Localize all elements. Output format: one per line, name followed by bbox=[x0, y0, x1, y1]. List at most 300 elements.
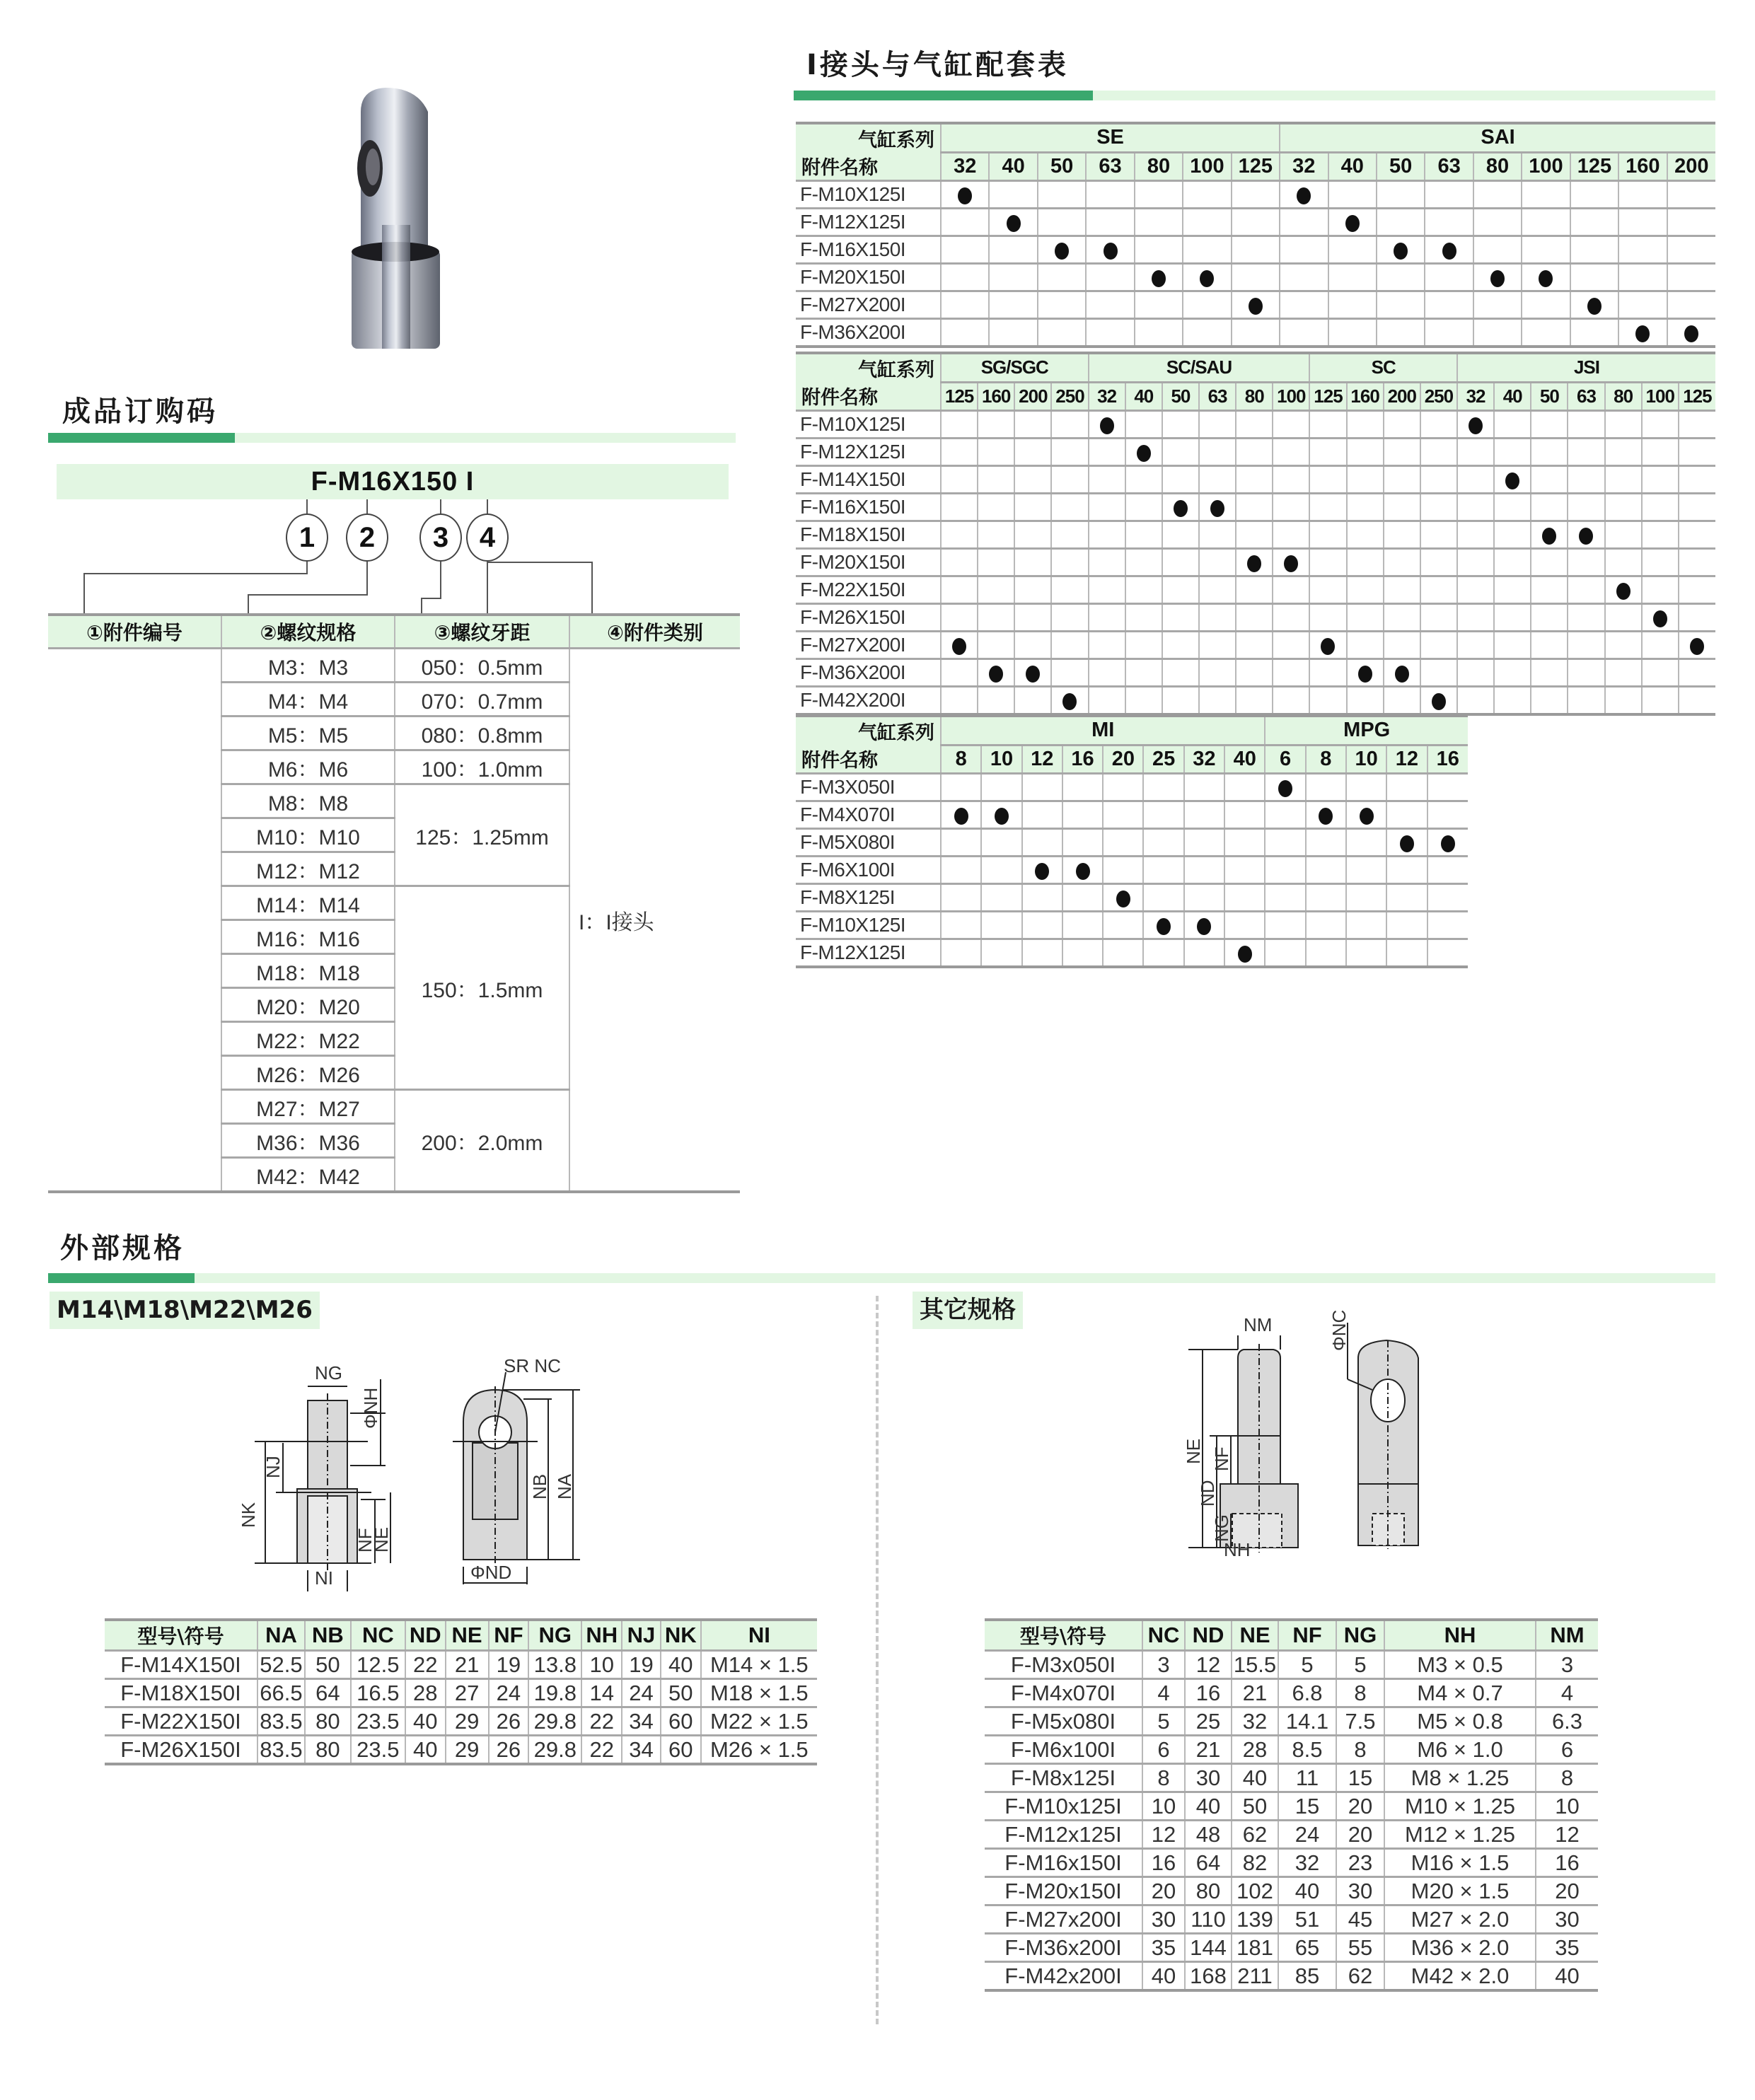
compat-cell bbox=[1232, 264, 1280, 291]
compat-cell bbox=[1143, 774, 1183, 801]
compat-cell bbox=[1667, 264, 1715, 291]
corner-header bbox=[796, 353, 941, 411]
marker-4: 4 bbox=[466, 514, 509, 562]
compat-cell bbox=[1568, 659, 1604, 687]
compat-cell bbox=[1265, 801, 1305, 829]
compatible-dot-icon bbox=[1321, 638, 1335, 655]
compat-cell bbox=[1309, 687, 1346, 715]
compat-cell bbox=[1273, 549, 1309, 576]
compat-cell bbox=[1062, 857, 1103, 884]
spec-value: 24 bbox=[622, 1679, 661, 1707]
compatible-dot-icon bbox=[1137, 445, 1151, 462]
compat-cell bbox=[1038, 319, 1086, 347]
compat-cell bbox=[981, 912, 1021, 939]
compat-cell bbox=[1236, 604, 1273, 632]
thread-pitch: 050：0.5mm bbox=[395, 649, 569, 683]
spec-value: 8 bbox=[1142, 1764, 1185, 1792]
bore-size-header: 16 bbox=[1427, 745, 1468, 774]
compat-cell bbox=[1199, 521, 1236, 549]
attachment-name: F-M12X125I bbox=[796, 439, 941, 466]
spec-value: 29 bbox=[446, 1736, 489, 1765]
compat-cell bbox=[1273, 687, 1309, 715]
spec-header: NJ bbox=[622, 1620, 661, 1651]
spec-value: M36 × 2.0 bbox=[1384, 1934, 1536, 1962]
compat-cell bbox=[1103, 801, 1143, 829]
compat-cell bbox=[1038, 291, 1086, 319]
thread-spec: M27：M27 bbox=[221, 1090, 395, 1124]
spec-value: 23 bbox=[1336, 1849, 1384, 1877]
compat-cell bbox=[1494, 411, 1531, 439]
compat-cell bbox=[941, 181, 989, 209]
label-srnc: SR NC bbox=[504, 1358, 561, 1376]
compat-cell bbox=[1309, 466, 1346, 494]
spec-value: 40 bbox=[661, 1651, 701, 1679]
compat-cell bbox=[1347, 521, 1384, 549]
compat-cell bbox=[1605, 494, 1642, 521]
compatible-dot-icon bbox=[1319, 808, 1333, 825]
compat-cell bbox=[1347, 466, 1384, 494]
compat-cell bbox=[978, 521, 1014, 549]
compat-cell bbox=[1306, 939, 1346, 968]
compat-cell bbox=[1199, 604, 1236, 632]
compat-cell bbox=[1022, 774, 1062, 801]
compat-cell bbox=[1531, 632, 1568, 659]
spec-value: 13.8 bbox=[528, 1651, 581, 1679]
model-cell: F-M14X150I bbox=[105, 1651, 257, 1679]
table-row bbox=[985, 1679, 1598, 1707]
compat-cell bbox=[1531, 604, 1568, 632]
spec-value: M18 × 1.5 bbox=[701, 1679, 817, 1707]
spec-header: NC bbox=[351, 1620, 405, 1651]
spec-value: 15.5 bbox=[1232, 1651, 1278, 1679]
attachment-category: I：I接头 bbox=[569, 649, 740, 1193]
bore-size-header: 32 bbox=[1184, 745, 1224, 774]
compat-cell bbox=[1384, 439, 1420, 466]
compat-cell bbox=[1184, 829, 1224, 857]
compat-cell bbox=[1605, 659, 1642, 687]
compat-cell bbox=[1125, 687, 1162, 715]
compat-cell bbox=[1618, 291, 1667, 319]
compat-cell bbox=[941, 801, 981, 829]
compat-cell bbox=[941, 857, 981, 884]
compat-cell bbox=[1183, 264, 1231, 291]
label-ng: NG bbox=[315, 1362, 342, 1383]
bore-size-header: 8 bbox=[1306, 745, 1346, 774]
bore-size-header: 100 bbox=[1522, 152, 1570, 181]
series-group-header: MI bbox=[941, 716, 1265, 745]
attachment-name: F-M10X125I bbox=[796, 912, 941, 939]
compat-cell bbox=[1642, 576, 1679, 604]
spec-value: 12 bbox=[1185, 1651, 1232, 1679]
corner-header bbox=[796, 716, 941, 774]
compatible-dot-icon bbox=[1432, 693, 1446, 710]
compat-cell bbox=[1473, 181, 1522, 209]
compat-cell bbox=[1038, 264, 1086, 291]
compat-cell bbox=[1125, 466, 1162, 494]
spec-value: 27 bbox=[446, 1679, 489, 1707]
compat-cell bbox=[989, 236, 1037, 264]
spec-value: 6.3 bbox=[1536, 1707, 1598, 1736]
compat-cell bbox=[1494, 632, 1531, 659]
order-header-3: ③螺纹牙距 bbox=[395, 615, 569, 649]
bore-size-header: 125 bbox=[1309, 382, 1346, 411]
model-cell: F-M42x200I bbox=[985, 1962, 1142, 1991]
compat-cell bbox=[1420, 521, 1457, 549]
model-cell: F-M5x080I bbox=[985, 1707, 1142, 1736]
bore-size-header: 63 bbox=[1568, 382, 1604, 411]
compat-cell bbox=[941, 912, 981, 939]
spec-value: 64 bbox=[1185, 1849, 1232, 1877]
compat-cell bbox=[989, 291, 1037, 319]
compat-cell bbox=[1089, 466, 1125, 494]
compat-cell bbox=[1199, 466, 1236, 494]
compat-cell bbox=[1089, 687, 1125, 715]
compat-cell bbox=[1089, 439, 1125, 466]
spec-value: 30 bbox=[1142, 1905, 1185, 1934]
spec-header: NG bbox=[528, 1620, 581, 1651]
thread-spec: M22：M22 bbox=[221, 1022, 395, 1056]
attachment-name: F-M6X100I bbox=[796, 857, 941, 884]
compat-cell bbox=[1199, 494, 1236, 521]
attachment-name: F-M20X150I bbox=[796, 264, 941, 291]
compat-cell bbox=[1494, 659, 1531, 687]
compat-cell bbox=[1089, 494, 1125, 521]
compat-cell bbox=[978, 549, 1014, 576]
m14-m26-drawing bbox=[226, 1358, 637, 1591]
compat-cell bbox=[1086, 181, 1134, 209]
compat-cell bbox=[1427, 857, 1468, 884]
compat-cell bbox=[1420, 439, 1457, 466]
compat-cell bbox=[1570, 236, 1618, 264]
bore-size-header: 6 bbox=[1265, 745, 1305, 774]
compat-cell bbox=[1309, 576, 1346, 604]
compat-cell bbox=[1051, 521, 1088, 549]
thread-pitch: 100：1.0mm bbox=[395, 750, 569, 784]
compat-cell bbox=[1306, 774, 1346, 801]
compat-cell bbox=[978, 411, 1014, 439]
compat-cell bbox=[1199, 659, 1236, 687]
series-label: 气缸系列 bbox=[858, 129, 934, 151]
compat-cell bbox=[1143, 857, 1183, 884]
spec-header: NC bbox=[1142, 1620, 1185, 1651]
series-group-header: MPG bbox=[1265, 716, 1468, 745]
compat-cell bbox=[1386, 829, 1427, 857]
compat-cell bbox=[1425, 291, 1473, 319]
compat-cell bbox=[1667, 209, 1715, 236]
series-group-header: SC bbox=[1309, 353, 1457, 382]
spec-value: 22 bbox=[581, 1736, 622, 1765]
compat-cell bbox=[1062, 774, 1103, 801]
spec-value: 14.1 bbox=[1278, 1707, 1336, 1736]
table-row bbox=[796, 549, 1715, 576]
attachment-name: F-M26X150I bbox=[796, 604, 941, 632]
bore-size-header: 80 bbox=[1605, 382, 1642, 411]
compat-table-sg-sc-jsi bbox=[796, 352, 1715, 716]
compat-cell bbox=[1386, 857, 1427, 884]
label-nj: NJ bbox=[262, 1456, 284, 1478]
compat-cell bbox=[1273, 466, 1309, 494]
compat-cell bbox=[1667, 291, 1715, 319]
spec-value: 83.5 bbox=[257, 1736, 305, 1765]
spec-header: NE bbox=[1232, 1620, 1278, 1651]
compat-cell bbox=[1642, 494, 1679, 521]
table-row bbox=[796, 494, 1715, 521]
spec-value: 60 bbox=[661, 1707, 701, 1736]
compat-cell bbox=[1377, 236, 1425, 264]
model-cell: F-M27x200I bbox=[985, 1905, 1142, 1934]
compat-cell bbox=[1022, 912, 1062, 939]
compat-cell bbox=[1679, 576, 1715, 604]
compat-cell bbox=[1420, 576, 1457, 604]
table-row bbox=[796, 466, 1715, 494]
spec-value: M16 × 1.5 bbox=[1384, 1849, 1536, 1877]
compat-cell bbox=[1103, 829, 1143, 857]
compatible-dot-icon bbox=[1360, 808, 1374, 825]
spec-value: 40 bbox=[405, 1707, 446, 1736]
compatible-dot-icon bbox=[1539, 270, 1553, 287]
compat-cell bbox=[1038, 236, 1086, 264]
spec-value: 16.5 bbox=[351, 1679, 405, 1707]
compat-cell bbox=[1384, 659, 1420, 687]
compat-cell bbox=[1236, 521, 1273, 549]
other-spec-drawing bbox=[1132, 1301, 1450, 1556]
table-row bbox=[105, 1651, 817, 1679]
table-row bbox=[796, 576, 1715, 604]
table-row bbox=[985, 1651, 1598, 1679]
model-cell: F-M10x125I bbox=[985, 1792, 1142, 1821]
spec-value: M4 × 0.7 bbox=[1384, 1679, 1536, 1707]
compat-cell bbox=[1306, 884, 1346, 912]
compat-cell bbox=[1062, 884, 1103, 912]
compat-cell bbox=[1473, 209, 1522, 236]
bore-size-header: 50 bbox=[1377, 152, 1425, 181]
attachment-label: 附件名称 bbox=[801, 387, 878, 409]
spec-value: 55 bbox=[1336, 1934, 1384, 1962]
compat-cell bbox=[1425, 319, 1473, 347]
spec-value: 60 bbox=[661, 1736, 701, 1765]
compat-cell bbox=[1346, 857, 1386, 884]
order-code-banner bbox=[57, 464, 729, 499]
table-row bbox=[985, 1934, 1598, 1962]
compat-cell bbox=[1642, 604, 1679, 632]
compat-cell bbox=[1427, 774, 1468, 801]
compat-cell bbox=[1605, 466, 1642, 494]
spec-value: 20 bbox=[1536, 1877, 1598, 1905]
thread-pitch: 200：2.0mm bbox=[395, 1090, 569, 1193]
spec-value: 10 bbox=[1536, 1792, 1598, 1821]
compat-cell bbox=[1224, 912, 1265, 939]
table-row bbox=[796, 801, 1468, 829]
compat-cell bbox=[1605, 439, 1642, 466]
compat-cell bbox=[1427, 829, 1468, 857]
spec-value: 40 bbox=[405, 1736, 446, 1765]
spec-value: 24 bbox=[489, 1679, 529, 1707]
bore-size-header: 50 bbox=[1162, 382, 1199, 411]
compat-cell bbox=[941, 576, 978, 604]
compat-cell bbox=[1568, 604, 1604, 632]
spec-value: 80 bbox=[1185, 1877, 1232, 1905]
attachment-name: F-M20X150I bbox=[796, 549, 941, 576]
spec-value: 20 bbox=[1142, 1877, 1185, 1905]
compat-cell bbox=[1125, 576, 1162, 604]
compat-cell bbox=[1135, 236, 1183, 264]
compat-cell bbox=[1386, 939, 1427, 968]
compat-cell bbox=[1014, 439, 1051, 466]
spec-value: 3 bbox=[1536, 1651, 1598, 1679]
table-row bbox=[796, 236, 1715, 264]
compat-cell bbox=[1427, 801, 1468, 829]
compat-cell bbox=[1306, 801, 1346, 829]
compat-cell bbox=[1273, 632, 1309, 659]
compat-cell bbox=[1125, 411, 1162, 439]
spec-value: 19 bbox=[622, 1651, 661, 1679]
compat-cell bbox=[1384, 632, 1420, 659]
spec-value: 168 bbox=[1185, 1962, 1232, 1991]
compat-cell bbox=[941, 264, 989, 291]
compat-cell bbox=[1125, 659, 1162, 687]
spec-value: 110 bbox=[1185, 1905, 1232, 1934]
compat-cell bbox=[1679, 632, 1715, 659]
spec-value: 29.8 bbox=[528, 1736, 581, 1765]
thread-pitch: 125：1.25mm bbox=[395, 784, 569, 886]
bore-size-header: 32 bbox=[1280, 152, 1328, 181]
spec-value: 211 bbox=[1232, 1962, 1278, 1991]
spec-value: 23.5 bbox=[351, 1736, 405, 1765]
table-row bbox=[985, 1962, 1598, 1991]
spec-value: 12 bbox=[1536, 1821, 1598, 1849]
compat-cell bbox=[1184, 801, 1224, 829]
compat-cell bbox=[1162, 411, 1199, 439]
spec-value: 29.8 bbox=[528, 1707, 581, 1736]
table-row bbox=[985, 1905, 1598, 1934]
compat-cell bbox=[1162, 632, 1199, 659]
spec-value: 8.5 bbox=[1278, 1736, 1336, 1764]
bore-size-header: 200 bbox=[1667, 152, 1715, 181]
compatible-dot-icon bbox=[1297, 187, 1311, 204]
compat-cell bbox=[1384, 687, 1420, 715]
compat-cell bbox=[1143, 829, 1183, 857]
compat-cell bbox=[1051, 439, 1088, 466]
compatible-dot-icon bbox=[1157, 918, 1171, 935]
order-header-2: ②螺纹规格 bbox=[221, 615, 395, 649]
compat-cell bbox=[1273, 659, 1309, 687]
attachment-name: F-M14X150I bbox=[796, 466, 941, 494]
compat-cell bbox=[1265, 884, 1305, 912]
compat-cell bbox=[978, 466, 1014, 494]
spec-header: NM bbox=[1536, 1620, 1598, 1651]
table-row bbox=[796, 604, 1715, 632]
compat-cell bbox=[1162, 549, 1199, 576]
compat-cell bbox=[1265, 857, 1305, 884]
order-code-example: F-M16X150 I bbox=[311, 467, 475, 497]
compat-cell bbox=[1062, 829, 1103, 857]
spec-value: 50 bbox=[1232, 1792, 1278, 1821]
spec-value: 80 bbox=[305, 1707, 351, 1736]
spec-value: 35 bbox=[1142, 1934, 1185, 1962]
compat-cell bbox=[941, 466, 978, 494]
compat-cell bbox=[1014, 659, 1051, 687]
spec-value: 28 bbox=[405, 1679, 446, 1707]
compat-cell bbox=[1280, 264, 1328, 291]
compat-cell bbox=[941, 209, 989, 236]
compat-cell bbox=[1236, 439, 1273, 466]
compat-cell bbox=[1494, 439, 1531, 466]
compat-cell bbox=[1642, 687, 1679, 715]
compat-cell bbox=[1086, 209, 1134, 236]
compat-cell bbox=[1420, 604, 1457, 632]
compat-cell bbox=[1420, 632, 1457, 659]
series-group-header: SE bbox=[941, 123, 1280, 152]
bore-size-header: 12 bbox=[1022, 745, 1062, 774]
compat-cell bbox=[1086, 319, 1134, 347]
compatible-dot-icon bbox=[952, 638, 966, 655]
spec-value: 34 bbox=[622, 1736, 661, 1765]
compat-cell bbox=[1014, 687, 1051, 715]
compat-cell bbox=[1420, 466, 1457, 494]
compat-cell bbox=[1568, 576, 1604, 604]
table-row bbox=[796, 209, 1715, 236]
spec-value: 20 bbox=[1336, 1821, 1384, 1849]
compat-cell bbox=[1089, 521, 1125, 549]
spec-value: M26 × 1.5 bbox=[701, 1736, 817, 1765]
label-nf: NF bbox=[354, 1528, 376, 1553]
compat-cell bbox=[1568, 494, 1604, 521]
compat-cell bbox=[941, 236, 989, 264]
compat-section-title: I接头与气缸配套表 bbox=[806, 49, 1069, 81]
compat-cell bbox=[1679, 521, 1715, 549]
compat-cell bbox=[1425, 209, 1473, 236]
compat-cell bbox=[1377, 209, 1425, 236]
compat-cell bbox=[978, 687, 1014, 715]
compat-cell bbox=[1568, 549, 1604, 576]
compat-cell bbox=[978, 494, 1014, 521]
spec-header: NF bbox=[489, 1620, 529, 1651]
compat-cell bbox=[1494, 576, 1531, 604]
compat-cell bbox=[1162, 439, 1199, 466]
compat-cell bbox=[1051, 632, 1088, 659]
spec-value: M5 × 0.8 bbox=[1384, 1707, 1536, 1736]
compat-table-se-sai bbox=[796, 122, 1715, 348]
spec-value: 62 bbox=[1232, 1821, 1278, 1849]
order-header-4: ④附件类别 bbox=[569, 615, 740, 649]
series-group-header: SG/SGC bbox=[941, 353, 1089, 382]
compat-cell bbox=[1051, 659, 1088, 687]
compatible-dot-icon bbox=[1505, 472, 1519, 489]
compatible-dot-icon bbox=[1469, 417, 1483, 434]
compat-cell bbox=[941, 632, 978, 659]
thread-pitch: 150：1.5mm bbox=[395, 886, 569, 1090]
compat-cell bbox=[1605, 411, 1642, 439]
compat-cell bbox=[1377, 291, 1425, 319]
compat-cell bbox=[1346, 939, 1386, 968]
compatible-dot-icon bbox=[1579, 528, 1593, 545]
compat-cell bbox=[1103, 774, 1143, 801]
model-cell: F-M3x050I bbox=[985, 1651, 1142, 1679]
thread-spec: M16：M16 bbox=[221, 920, 395, 954]
compatible-dot-icon bbox=[1690, 638, 1704, 655]
compat-cell bbox=[981, 939, 1021, 968]
bore-size-header: 250 bbox=[1051, 382, 1088, 411]
spec-value: 102 bbox=[1232, 1877, 1278, 1905]
spec-value: 8 bbox=[1336, 1736, 1384, 1764]
compat-cell bbox=[1347, 687, 1384, 715]
compat-cell bbox=[941, 829, 981, 857]
spec-value: 144 bbox=[1185, 1934, 1232, 1962]
compat-cell bbox=[1425, 236, 1473, 264]
spec-value: 66.5 bbox=[257, 1679, 305, 1707]
compat-cell bbox=[978, 632, 1014, 659]
label-ne: NE bbox=[371, 1526, 392, 1553]
